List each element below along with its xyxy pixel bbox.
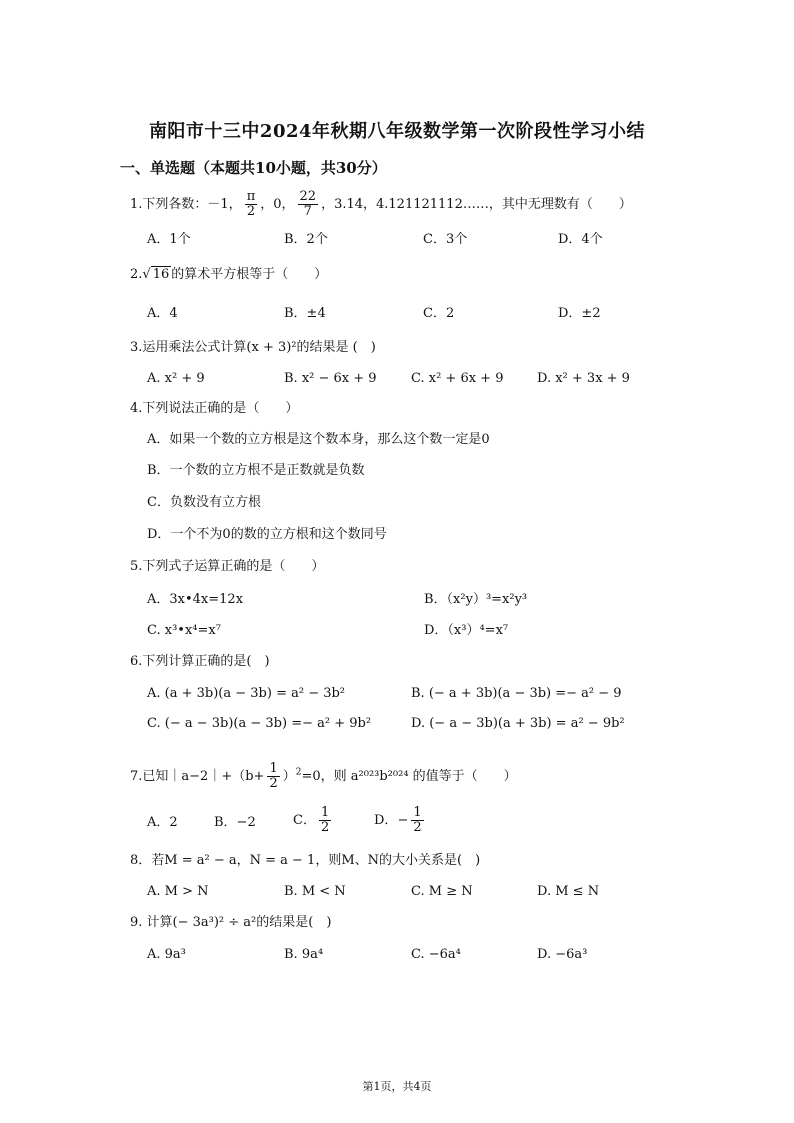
q7-option-d-label: D． xyxy=(374,813,398,828)
q7-option-a: A．2 xyxy=(147,815,178,830)
q8-option-d: D. M ≤ N xyxy=(537,884,600,899)
q9-option-b: B. 9a⁴ xyxy=(284,947,324,962)
section-heading: 一、单选题（本题共10小题，共30分） xyxy=(120,159,387,177)
q6-option-c: C. (− a − 3b)(a − 3b) =− a² + 9b² xyxy=(147,716,372,731)
q8-option-a: A. M > N xyxy=(147,884,209,899)
q7-exponent: 2 xyxy=(295,767,302,778)
question-2 xyxy=(130,266,327,284)
q4-option-c: C．负数没有立方根 xyxy=(147,495,261,510)
q7-option-c-label: C． xyxy=(293,813,316,828)
question-6: 6.下列计算正确的是( ) xyxy=(130,654,270,669)
q2-option-d: D．±2 xyxy=(558,306,601,321)
q7-c-denominator: 2 xyxy=(320,820,330,835)
q1-option-b: B．2个 xyxy=(284,232,328,247)
q1-option-a: A．1个 xyxy=(147,232,191,247)
q1-frac-numerator: 22 xyxy=(299,189,317,204)
q2-option-c: C．2 xyxy=(423,306,455,321)
q1-prefix: 1.下列各数：－1， xyxy=(130,197,242,212)
q1-pi-numerator: π xyxy=(246,189,256,204)
q1-frac-denominator: 7 xyxy=(303,204,312,219)
q7-option-c xyxy=(293,806,334,835)
q7-option-d xyxy=(374,806,427,835)
q7-suffix: =0，则 a²⁰²³b²⁰²⁴ 的值等于（ ） xyxy=(301,769,517,784)
q2-option-a: A．4 xyxy=(147,306,178,321)
q7-option-d-fraction xyxy=(411,806,423,835)
q7-d-sign: − xyxy=(397,813,409,828)
q2-radicand: 16 xyxy=(152,267,170,282)
q3-option-c: C. x² + 6x + 9 xyxy=(411,371,504,386)
question-5: 5.下列式子运算正确的是（ ） xyxy=(130,559,325,574)
q7-option-c-fraction xyxy=(319,806,331,835)
q1-option-d: D．4个 xyxy=(558,232,603,247)
question-7 xyxy=(130,762,517,791)
q8-option-c: C. M ≥ N xyxy=(411,884,473,899)
q6-option-a: A. (a + 3b)(a − 3b) = a² − 3b² xyxy=(147,686,346,701)
page-footer: 第1页，共4页 xyxy=(362,1080,432,1093)
q8-option-b: B. M < N xyxy=(284,884,346,899)
q5-option-d: D．（x³）⁴=x⁷ xyxy=(424,623,509,638)
q7-half-numerator: 1 xyxy=(269,761,278,776)
q1-mid: ，0， xyxy=(260,197,295,212)
q6-option-b: B. (− a + 3b)(a − 3b) =− a² − 9 xyxy=(411,686,622,701)
q6-option-d: D. (− a − 3b)(a + 3b) = a² − 9b² xyxy=(411,716,625,731)
q1-pi-denominator: 2 xyxy=(246,204,256,219)
q7-d-denominator: 2 xyxy=(413,820,422,835)
question-8: 8．若M = a² − a，N = a − 1，则M、N的大小关系是( ) xyxy=(130,853,481,868)
q5-option-a: A．3x•4x=12x xyxy=(147,592,244,607)
page-title: 南阳市十三中2024年秋期八年级数学第一次阶段性学习小结 xyxy=(148,121,646,142)
q7-d-numerator: 1 xyxy=(413,805,422,820)
question-1 xyxy=(130,190,632,219)
q5-option-c: C. x³•x⁴=x⁷ xyxy=(147,623,221,638)
question-3: 3.运用乘法公式计算(x + 3)²的结果是 ( ) xyxy=(130,340,376,355)
q7-option-b: B．−2 xyxy=(214,815,256,830)
q2-suffix: 的算术平方根等于（ ） xyxy=(171,267,328,282)
q1-suffix: ，3.14，4.121121112……，其中无理数有（ ） xyxy=(321,197,632,212)
fraction-22-over-7 xyxy=(298,190,319,219)
q3-option-d: D. x² + 3x + 9 xyxy=(537,371,630,386)
q1-option-c: C．3个 xyxy=(423,232,468,247)
q2-prefix: 2. xyxy=(130,267,143,282)
q7-c-numerator: 1 xyxy=(320,805,330,820)
q3-option-b: B. x² − 6x + 9 xyxy=(284,371,377,386)
square-root: √ 16 xyxy=(142,267,170,282)
fraction-one-half xyxy=(267,762,279,791)
question-9: 9. 计算(− 3a³)² ÷ a²的结果是( ) xyxy=(130,915,332,930)
q7-prefix: 7.已知｜a−2｜+（b+ xyxy=(130,769,265,784)
q9-option-d: D. −6a³ xyxy=(537,947,588,962)
q4-option-a: A．如果一个数的立方根是这个数本身，那么这个数一定是0 xyxy=(147,432,490,447)
q9-option-a: A. 9a³ xyxy=(147,947,186,962)
q2-option-b: B．±4 xyxy=(284,306,326,321)
q4-option-d: D．一个不为0的数的立方根和这个数同号 xyxy=(147,527,387,542)
q3-option-a: A. x² + 9 xyxy=(147,371,205,386)
q7-half-denominator: 2 xyxy=(269,776,278,791)
q5-option-b: B．（x²y）³=x²y³ xyxy=(424,592,528,607)
q7-mid: ） xyxy=(282,769,296,784)
q9-option-c: C. −6a⁴ xyxy=(411,947,461,962)
q4-option-b: B．一个数的立方根不是正数就是负数 xyxy=(147,463,365,478)
fraction-pi-over-2 xyxy=(245,190,258,219)
question-4: 4.下列说法正确的是（ ） xyxy=(130,401,299,416)
